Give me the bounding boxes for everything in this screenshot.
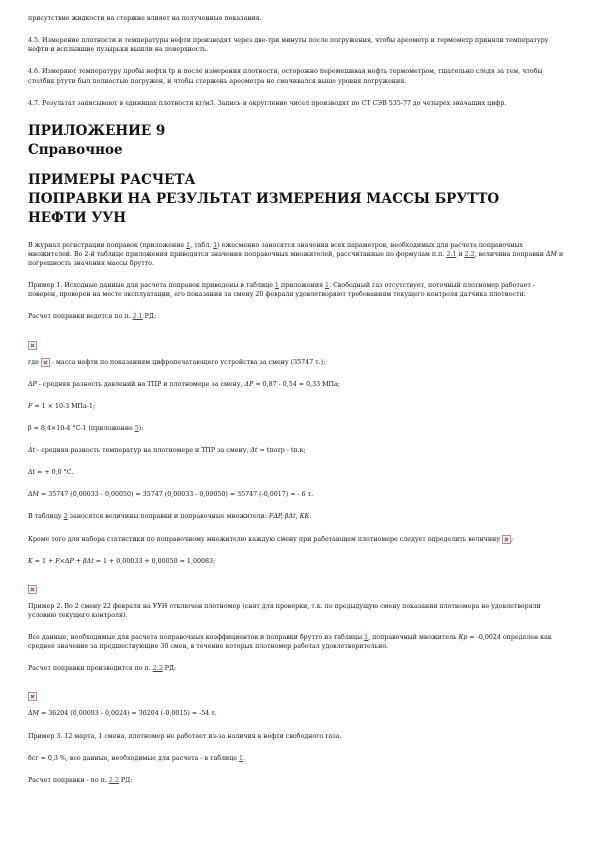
examples-heading-line-2: ПОПРАВКИ НА РЕЗУЛЬТАТ ИЗМЕРЕНИЯ МАССЫ БРУТТО (28, 190, 500, 207)
text: = 0,87 - 0,54 = 0,33 МПа; (253, 380, 340, 388)
link-table-1[interactable]: 1 (239, 754, 244, 762)
beta-paragraph (28, 424, 565, 433)
text: РД: (162, 665, 177, 673)
delta-m-1-paragraph (28, 490, 565, 499)
formula-image-row (28, 686, 565, 696)
broken-image-icon (28, 341, 37, 350)
text: , величина поправки (474, 250, 546, 258)
calculation-1-intro (28, 312, 565, 321)
broken-image-icon (28, 692, 37, 701)
link-section-2-2[interactable]: 2.2 (152, 665, 163, 673)
table-2-paragraph (28, 512, 565, 521)
text: . (243, 754, 246, 762)
link-table-1[interactable]: 1 (213, 241, 218, 249)
text: , поправочный множитель (368, 634, 459, 641)
where-paragraph (28, 358, 565, 367)
text: РД: (118, 776, 133, 784)
temperature-diff-paragraph (28, 446, 565, 455)
paragraph-4-6: 4.6. Измеряют температуру пробы нефти tр и после измерения плотности, осторожно перемешивая нефть термометром, тщательно следя за тем, чтобы столбик ртути был полностью погружен, и чтобы стержень ареометра не смачивался выше уровня погружения. (28, 68, 543, 85)
text: В журнал регистрации поправок (приложение (28, 241, 187, 249)
gas-paragraph (28, 754, 565, 763)
link-table-2[interactable]: 2 (63, 513, 68, 521)
k-formula-paragraph (28, 557, 565, 566)
text: приложения (278, 282, 326, 290)
pressure-diff-paragraph (28, 380, 565, 389)
link-appendix-1[interactable]: 1 (325, 282, 330, 290)
variable: FΔP, βΔt, КК (269, 513, 310, 521)
formula-image-row (28, 579, 565, 589)
variable: Δt (28, 469, 36, 477)
text: - масса нефти по показаниям цифропечатающего устройства за смену (35747 т.); (49, 358, 326, 366)
formula-image-row (28, 335, 565, 345)
link-section-2-2[interactable]: 2.2 (464, 250, 475, 258)
text: Расчет поправки - по п. (28, 776, 109, 784)
text: заносятся величины поправки и поправочные множители: (67, 513, 269, 521)
text: - средняя разность давлений на ТПР и плотномере за смену, (36, 380, 245, 388)
variable: ΔР (28, 380, 37, 388)
broken-image-icon (28, 585, 37, 594)
calculation-3-intro (28, 776, 565, 785)
text: Пример 1. Исходные данные для расчета поправок приведены в таблице (28, 282, 275, 290)
text: Расчет поправки ведется по п. (28, 313, 133, 321)
text: где (28, 358, 41, 366)
text: = 35747 (0,00033 - 0,00050) = 35747 (0,00033 - 0,00050) = 35747 (-0,0017) = - 6 т. (39, 491, 314, 499)
text: β = 8,4×10-4 °C-1 (приложение (28, 424, 135, 432)
temperature-value-paragraph (28, 468, 565, 477)
text: δсг = 0,3 %, все данные, необходимые для расчета - в таблице (28, 754, 239, 762)
text: Все данные, необходимые для расчета поправочных коэффициентов и поправки брутто из таблицы (28, 634, 365, 641)
variable: βΔt (83, 557, 94, 565)
paragraph-4-5: 4.5. Измерение плотности и температуры нефти производят через две-три минуты после погружения, чтобы ареометр и термометр приняли температуру нефти и всплывшие пузырьки вышли на поверхность. (28, 37, 549, 54)
examples-heading (28, 171, 565, 228)
text: - средняя разность температур на плотномере и ТПР за смену, (35, 447, 251, 454)
link-appendix-1[interactable]: 1 (186, 241, 191, 249)
all-data-paragraph (28, 633, 565, 651)
variable: F (28, 402, 33, 410)
examples-heading-line-3: НЕФТИ УУН (28, 209, 127, 226)
text: = tпотр - tп.к; (257, 447, 306, 454)
variable: ΔМ (28, 710, 39, 718)
example-2-paragraph: Пример 2. Во 2 смену 22 февраля на УУН отключен плотномер (снят для проверки, т.к. по предыдущую смену показания плотномера не удовлетворяли условию текущего контроля). (28, 602, 541, 619)
appendix-title: ПРИЛОЖЕНИЕ 9 (28, 122, 166, 139)
text: . (309, 513, 312, 521)
text: = -0,0024 определен как среднее значение за предшествующие 30 смен, в течение которых плотномер работал удовлетворительно. (28, 634, 552, 651)
text: В таблицу (28, 513, 64, 521)
variable: F×ΔP (55, 557, 74, 565)
text: Кроме того для набора статистики по поправочному множителю каждую смену при работающем плотномере следует определить величину (28, 535, 502, 543)
variable: ΔМ (28, 491, 39, 499)
text: = 1 + (32, 557, 56, 565)
text: РД: (142, 313, 157, 321)
calculation-2-intro (28, 664, 565, 673)
variable: Кр (458, 634, 468, 641)
variable: ΔМ (546, 250, 557, 258)
variable: K (28, 557, 33, 565)
variable: Δt (28, 447, 36, 454)
link-section-2-2[interactable]: 2.2 (108, 776, 119, 784)
text: , табл. (190, 241, 214, 249)
examples-heading-line-1: ПРИМЕРЫ РАСЧЕТА (28, 171, 196, 188)
text: = 36204 (0,00093 - 0,0024) = 36204 (-0,0015) = -54 т. (39, 710, 217, 718)
text: ); (138, 424, 144, 432)
variable: Δt (250, 447, 258, 454)
text: Расчет поправки производится по п. (28, 665, 153, 673)
paragraph-4-7: 4.7. Результат записывают в единицах плотности кг/м3. Запись и округление чисел производят по СТ СЭВ 535-77 до четырех значащих цифр. (28, 99, 507, 107)
link-table-1[interactable]: 1 (364, 634, 369, 641)
link-appendix-5[interactable]: 5 (134, 424, 139, 432)
besides-paragraph: Кроме того для набора статистики по поправочному множителю каждую смену при работающем плотномере следует определить величину ; (28, 535, 514, 543)
appendix-subtitle: Справочное (28, 141, 123, 158)
link-table-1[interactable]: 1 (274, 282, 279, 290)
text: ) ежесменно заносятся значения всех параметров, необходимых для расчета поправочных множителей. Во 2-й таблице приложения приводятся значения поправочных множителей, рассчитанные по формулам п.п. (28, 241, 524, 258)
example-1-paragraph (28, 281, 565, 299)
delta-m-2-paragraph (28, 709, 565, 718)
text: и (456, 250, 465, 258)
link-section-2-1[interactable]: 2.1 (446, 250, 457, 258)
text: . Свободный газ отсутствует, поточный плотномер работает - поверен, проверен на месте эксплуатации, его показания за смену 20 февраля удовлетворяют требованиям текущего контроля датчика плотности. (28, 282, 535, 299)
text: = 1 + 0,00033 + 0,00050 = 1,00083; (93, 557, 216, 565)
example-3-paragraph: Пример 3. 12 марта, 1 смена, плотномер не работает из-за наличия в нефти свободного газа. (28, 732, 342, 740)
text: = 1 × 10-3 МПа-1; (32, 402, 96, 410)
f-value-paragraph (28, 402, 565, 411)
variable: ΔР (244, 380, 254, 388)
broken-image-icon (502, 535, 511, 544)
text: + (73, 557, 84, 565)
intro-paragraph (28, 241, 565, 268)
text: = + 0,0 °C. (35, 469, 74, 477)
text: и погрешность значения массы брутто. (28, 250, 564, 267)
broken-image-icon (41, 358, 50, 367)
link-section-2-1[interactable]: 2.1 (132, 313, 143, 321)
paragraph-continuation: присутствие жидкости на стержне влияет на полученные показания. (28, 15, 262, 22)
